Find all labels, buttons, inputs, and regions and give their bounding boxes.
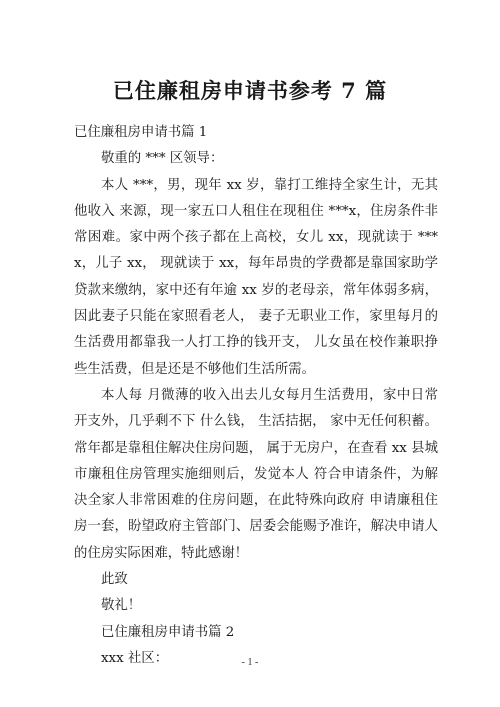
page-number: - 1 - (241, 657, 259, 668)
section-heading-2: 已住廉租房申请书篇 2 (101, 624, 235, 640)
section-heading-1: 已住廉租房申请书篇 1 (74, 125, 208, 140)
document-title: 已住廉租房申请书参考 7 篇 (112, 78, 388, 103)
closing-line-1: 此致 (101, 572, 128, 588)
paragraph-1: 本人 ***，男，现年 xx 岁，靠打工维持全家生计，无其他收入 来源，现一家五口人租住在现租住 ***x，住房条件非常困难。家中两个孩子都在上高校，女儿 xx，现就读于 ***x，儿子 xx， 现就读于 xx，每年昂贵的学费都是靠国家助学贷款来缴纳，家中还有年逾 xx 岁的老母亲，常年体弱多病，因此妻子只能在家照看老人， 妻子无职业工作，家里每月的生活费用都靠我一人打工挣的钱开支， 儿女虽在校作兼职挣些生活费，但是还是不够他们生活所需。 (74, 177, 438, 377)
document-body (74, 120, 438, 672)
salutation: 敬重的 *** 区领导： (101, 151, 224, 167)
paragraph-2: 本人每 月微薄的收入出去儿女每月生活费用，家中日常开支外，几乎剩不下 什么钱， 生活拮据， 家中无任何积蓄。 常年都是靠租住解决住房问题， 属于无房户，在查看 xx 县城市廉租住房管理实施细则后，发觉本人 符合申请条件，为解决全家人非常困难的住房问题，在此特殊向政府 申请廉租住房一套，盼望政府主管部门、居委会能赐予准许，解决申请人的住房实际困难，特此感谢！ (74, 387, 438, 561)
section-2-salutation: xxx 社区： (101, 650, 169, 666)
closing-line-2: 敬礼！ (101, 598, 142, 614)
